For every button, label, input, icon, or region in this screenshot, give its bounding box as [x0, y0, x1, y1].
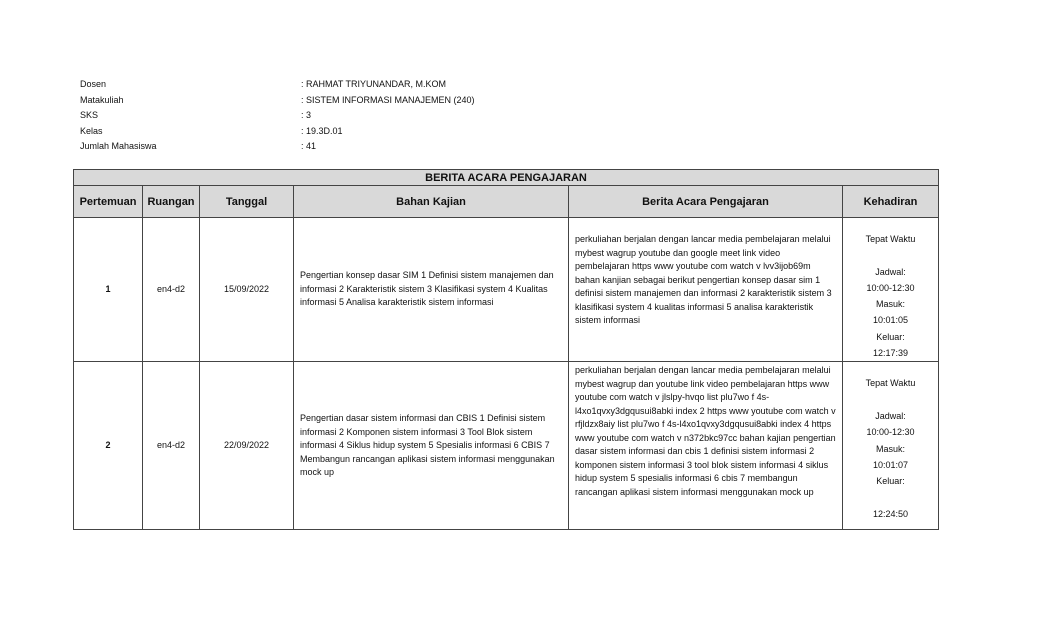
info-label: Dosen [80, 79, 107, 89]
table-title: BERITA ACARA PENGAJARAN [74, 170, 939, 186]
info-value: : RAHMAT TRIYUNANDAR, M.KOM [301, 79, 447, 89]
column-header: Bahan Kajian [294, 186, 569, 218]
jadwal-label: Jadwal: [875, 410, 906, 421]
masuk-value: 10:01:05 [872, 315, 909, 326]
masuk-value: 10:01:07 [872, 459, 909, 470]
tanggal-cell: 22/09/2022 [200, 362, 294, 530]
info-row-sks [80, 108, 475, 124]
info-row-dosen [80, 77, 475, 93]
berita-acara-cell: perkuliahan berjalan dengan lancar media pembelajaran melalui mybest wagrup youtube dan google meet link video pembelajaran https www youtube com watch v lvv3ijob69m bahan kanjian sebagai berikut pengertian konsep dasar sim 1 definisi sistem manajemen dan informasi 2 karakteristik sistem 3 klasifikasi system 4 kualitas informasi 5 analisa karakteristik sistem informasi [569, 218, 843, 362]
jadwal-value: 10:00-12:30 [866, 427, 915, 438]
tanggal-cell: 15/09/2022 [200, 218, 294, 362]
info-value: : 3 [301, 110, 312, 121]
info-row-matakuliah [80, 93, 475, 109]
masuk-label: Masuk: [875, 299, 905, 310]
info-value: : 19.3D.01 [301, 125, 343, 136]
course-info [80, 77, 475, 155]
keluar-value: 12:24:50 [872, 508, 909, 519]
masuk-label: Masuk: [875, 443, 905, 454]
keluar-value: 12:17:39 [872, 348, 909, 359]
ruangan-cell: en4-d2 [143, 218, 200, 362]
info-value: : 41 [301, 141, 317, 152]
table-row [74, 218, 939, 362]
status-label: Tepat Waktu [865, 234, 916, 244]
keluar-label: Keluar: [876, 331, 905, 342]
info-row-jumlah-mahasiswa [80, 139, 475, 155]
bahan-kajian-cell: Pengertian konsep dasar SIM 1 Definisi sistem manajemen dan informasi 2 Karakteristik sistem 3 Klasifikasi system 4 Kualitas informasi 5 Analisa karakteristik sistem informasi [294, 218, 569, 362]
info-label: Matakuliah [80, 94, 124, 105]
jadwal-value: 10:00-12:30 [866, 282, 915, 293]
pertemuan-cell: 2 [74, 362, 143, 530]
bahan-kajian-cell: Pengertian dasar sistem informasi dan CBIS 1 Definisi sistem informasi 2 Komponen sistem informasi 3 Tool Blok sistem informasi 4 Siklus hidup system 5 Spesialis informasi 6 CBIS 7 Membangun rancangan aplikasi sistem informasi menggunakan mock up [294, 362, 569, 530]
info-label: Jumlah Mahasiswa [80, 141, 157, 152]
info-label: SKS [80, 110, 99, 121]
berita-acara-table [73, 169, 939, 530]
info-value: : SISTEM INFORMASI MANAJEMEN (240) [301, 94, 475, 105]
column-header: Tanggal [200, 186, 294, 218]
keluar-label: Keluar: [876, 476, 905, 487]
berita-acara-cell: perkuliahan berjalan dengan lancar media pembelajaran melalui mybest wagrup dan youtube link video pembelajaran https www youtube com watch v jlslpy-hvqo list plu7wo f 4s-l4xo1qvxy3dgqusui8abki index 2 https www youtube com watch v rfjldzx8aiy list plu7wo f 4s-l4xo1qvxy3dgqusui8abki index 4 https www youtube com watch v n372bkc97cc bahan kajian pengertian dasar sistem informasi dan cbis 1 definisi sistem informasi 2 komponen sistem informasi 3 tool blok sistem informasi 4 siklus hidup system 5 spesialis informasi 6 cbis 7 membangun rancangan aplikasi sistem informasi menggunakan mock up [569, 362, 843, 530]
table-row [74, 362, 939, 530]
pertemuan-cell: 1 [74, 218, 143, 362]
column-header: Kehadiran [843, 186, 939, 218]
jadwal-label: Jadwal: [875, 266, 906, 277]
kehadiran-cell [843, 362, 939, 530]
info-label: Kelas [80, 125, 103, 136]
ruangan-cell: en4-d2 [143, 362, 200, 530]
column-header: Pertemuan [74, 186, 143, 218]
kehadiran-cell [843, 218, 939, 362]
column-header: Berita Acara Pengajaran [569, 186, 843, 218]
column-header: Ruangan [143, 186, 200, 218]
info-row-kelas [80, 124, 475, 140]
status-label: Tepat Waktu [865, 378, 916, 389]
